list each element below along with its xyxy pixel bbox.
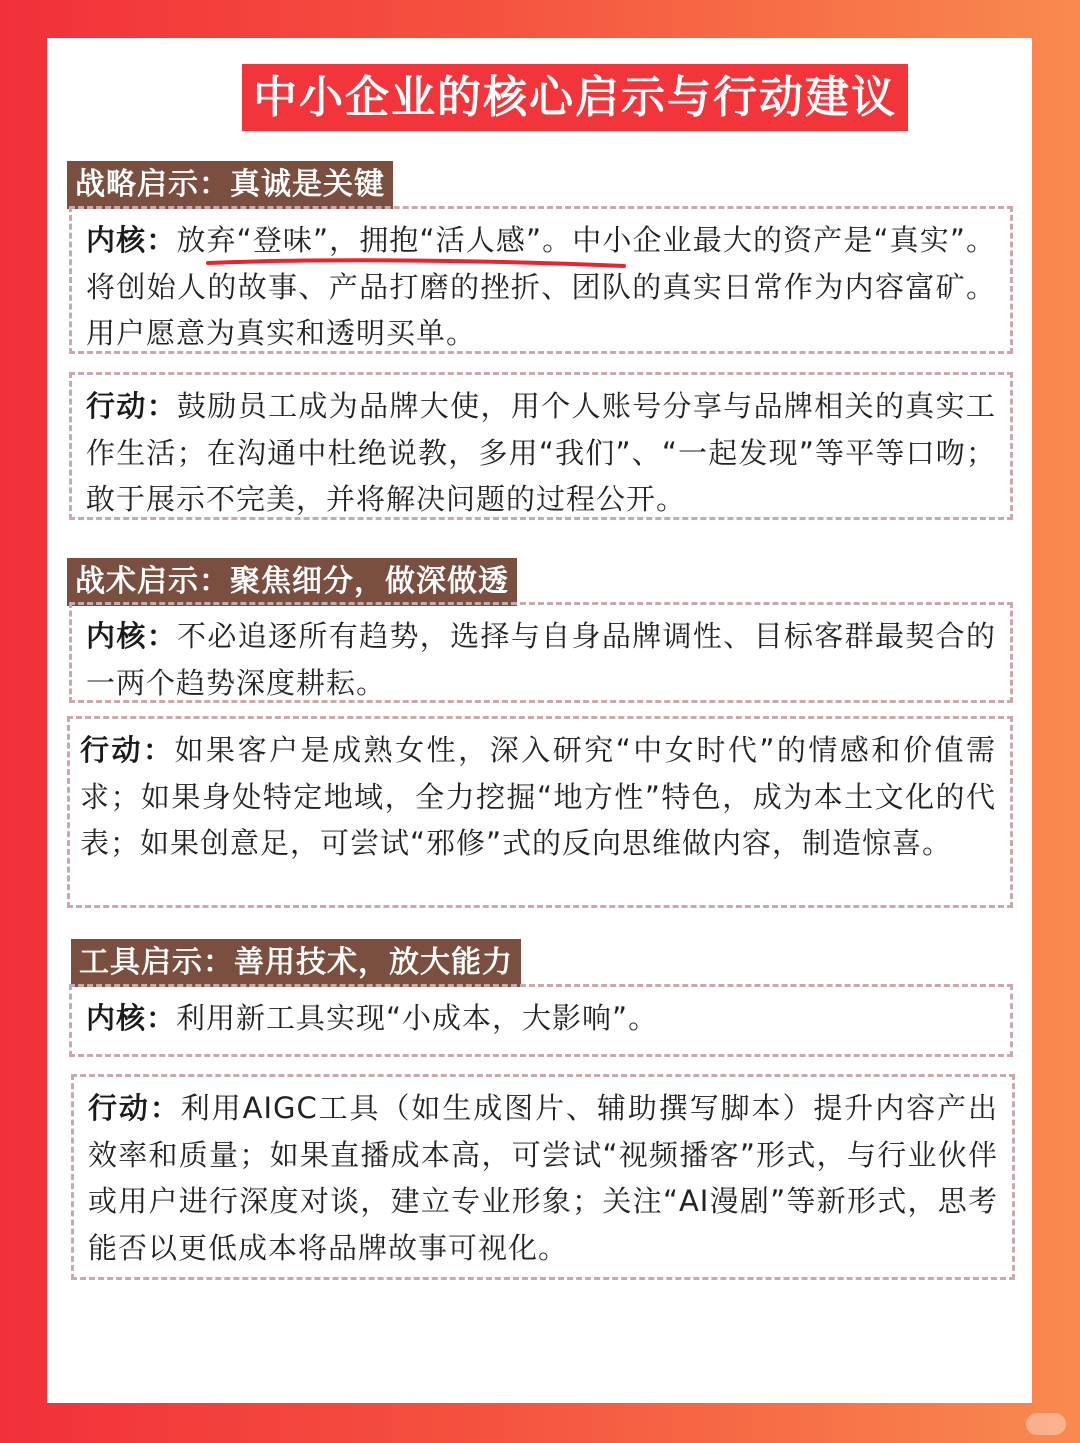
core-label: 内核： xyxy=(86,1001,177,1035)
core-text: 不必追逐所有趋势，选择与自身品牌调性、目标客群最契合的一两个趋势深度耕耘。 xyxy=(86,619,996,700)
action-text: 鼓励员工成为品牌大使，用个人账号分享与品牌相关的真实工作生活；在沟通中杜绝说教，多用“我们”、“一起发现”等平等口吻；敢于展示不完美，并将解决问题的过程公开。 xyxy=(86,389,996,516)
core-box-strategy xyxy=(69,206,1013,354)
action-box-tactics xyxy=(67,716,1013,908)
action-label: 行动： xyxy=(80,733,175,767)
action-text: 利用AIGC工具（如生成图片、辅助撰写脚本）提升内容产出效率和质量；如果直播成本高，可尝试“视频播客”形式，与行业伙伴或用户进行深度对谈，建立专业形象；关注“AI漫剧”等新形式，思考能否以更低成本将品牌故事可视化。 xyxy=(88,1091,998,1265)
action-label: 行动： xyxy=(88,1091,181,1125)
core-label: 内核： xyxy=(86,619,178,653)
section-tag-tools: 工具启示：善用技术，放大能力 xyxy=(71,939,521,987)
action-box-strategy xyxy=(69,372,1013,520)
section-tag-strategy: 战略启示：真诚是关键 xyxy=(67,161,393,209)
content-card xyxy=(47,38,1032,1403)
core-box-tools xyxy=(69,984,1013,1057)
core-text: 利用新工具实现“小成本，大影响”。 xyxy=(176,1001,659,1035)
core-box-tactics xyxy=(69,602,1013,703)
action-label: 行动： xyxy=(86,389,178,423)
page-title: 中小企业的核心启示与行动建议 xyxy=(242,64,908,131)
core-highlight-text: 放弃“登味”，拥抱“活人感” xyxy=(176,223,543,257)
section-tag-tactics: 战术启示：聚焦细分，做深做透 xyxy=(67,558,517,606)
core-label: 内核： xyxy=(86,223,177,257)
action-box-tools xyxy=(71,1074,1015,1280)
action-text: 如果客户是成熟女性，深入研究“中女时代”的情感和价值需求；如果身处特定地域，全力挖掘“地方性”特色，成为本土文化的代表；如果创意足，可尝试“邪修”式的反向思维做内容，制造惊喜。 xyxy=(80,733,996,860)
core-text: 。中小企业最大的资产是“真实”。将创始人的故事、产品打磨的挫折、团队的真实日常作为内容富矿。用户愿意为真实和透明买单。 xyxy=(86,223,996,350)
watermark-badge xyxy=(1026,1413,1066,1435)
